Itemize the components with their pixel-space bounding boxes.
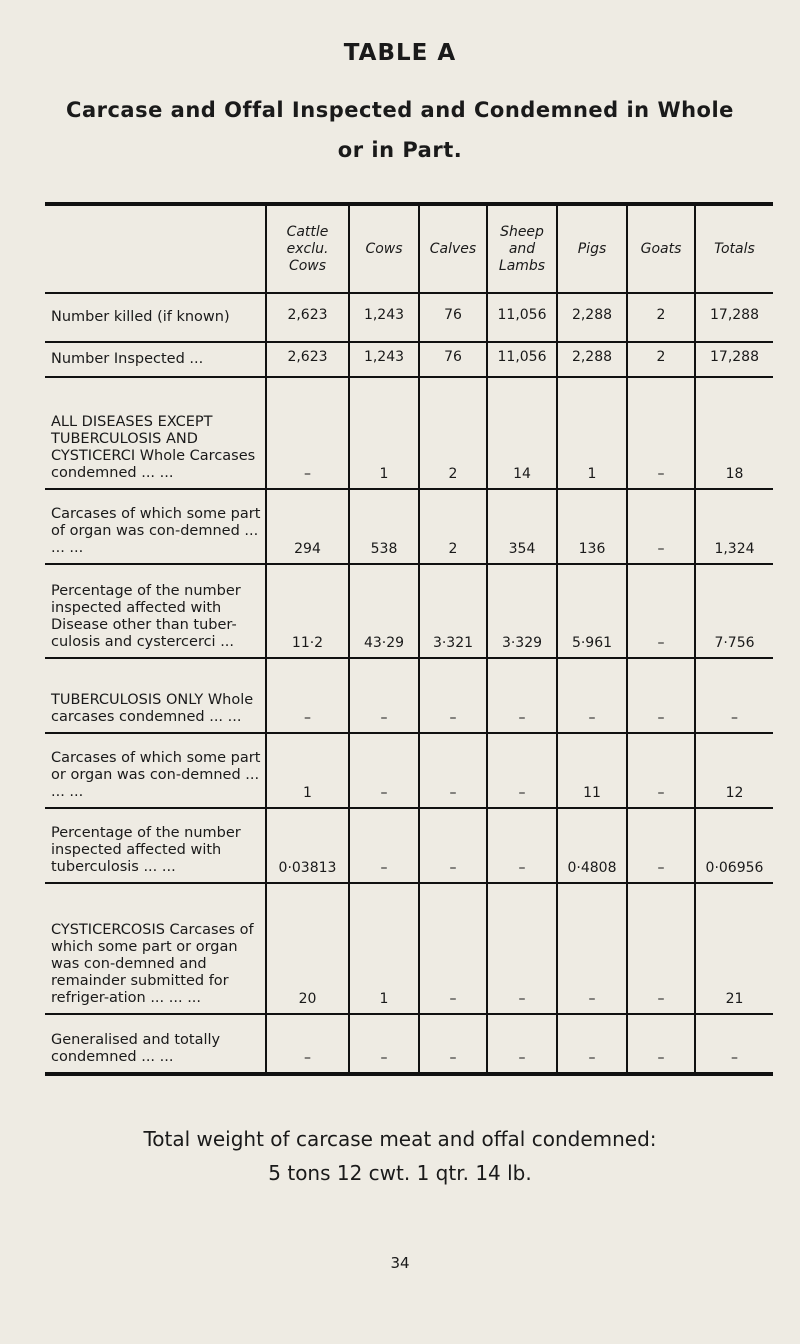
cell: – [266,377,349,489]
cell: – [627,883,695,1014]
cell: 76 [419,342,487,377]
cell: – [419,733,487,808]
col-header: Sheep and Lambs [487,204,557,293]
cell: 2,288 [557,293,627,342]
cell: – [557,658,627,733]
cell: 1,324 [695,489,773,564]
cell: – [487,883,557,1014]
cell: 17,288 [695,342,773,377]
cell: 2 [419,489,487,564]
cell: – [349,808,419,883]
footer-line-2: 5 tons 12 cwt. 1 qtr. 14 lb. [268,1161,532,1185]
cell: 11,056 [487,342,557,377]
table-row [45,489,773,564]
table-row [45,377,773,489]
cell: 11,056 [487,293,557,342]
cell: – [419,883,487,1014]
col-header: Calves [419,204,487,293]
cell: 18 [695,377,773,489]
cell: 14 [487,377,557,489]
cell: – [557,883,627,1014]
cell: 43·29 [349,564,419,658]
cell: – [419,658,487,733]
col-header: Pigs [557,204,627,293]
cell: 1,243 [349,293,419,342]
cell: 2,623 [266,342,349,377]
cell: 2 [627,293,695,342]
cell: 538 [349,489,419,564]
cell: – [266,658,349,733]
cell: 5·961 [557,564,627,658]
row-label: TUBERCULOSIS ONLY Whole carcases condemned ... ... [45,658,266,733]
cell: 0·06956 [695,808,773,883]
cell: – [487,733,557,808]
cell: – [627,808,695,883]
cell: – [627,658,695,733]
cell: 2 [419,377,487,489]
row-label: ALL DISEASES EXCEPT TUBERCULOSIS AND CYSTICERCI Whole Carcases condemned ... ... [45,377,266,489]
cell: – [627,377,695,489]
table-row [45,564,773,658]
row-label: Percentage of the number inspected affected with tuberculosis ... ... [45,808,266,883]
table-row [45,1014,773,1074]
cell: – [627,489,695,564]
cell: – [266,1014,349,1074]
cell: 136 [557,489,627,564]
cell: 354 [487,489,557,564]
table-row [45,733,773,808]
cell: – [695,658,773,733]
cell: 11 [557,733,627,808]
footer-line-1: Total weight of carcase meat and offal condemned: [143,1127,657,1151]
inspection-table [45,202,773,1076]
row-label: CYSTICERCOSIS Carcases of which some part or organ was con-demned and remainder submitted for refriger-ation ... ... ... [45,883,266,1014]
cell: 7·756 [695,564,773,658]
cell: 1 [349,883,419,1014]
cell: – [419,1014,487,1074]
cell: 0·4808 [557,808,627,883]
row-label: Number Inspected ... [45,342,266,377]
cell: 21 [695,883,773,1014]
col-header: Cattle exclu. Cows [266,204,349,293]
cell: – [627,564,695,658]
cell: – [349,733,419,808]
table-row [45,808,773,883]
col-header: Cows [349,204,419,293]
cell: – [695,1014,773,1074]
cell: 1 [349,377,419,489]
table-subtitle: Carcase and Offal Inspected and Condemned in Whole or in Part. [66,98,734,162]
header-blank [45,204,266,293]
footer-note [0,1122,800,1190]
cell: – [557,1014,627,1074]
cell: – [349,1014,419,1074]
cell: 3·329 [487,564,557,658]
cell: – [419,808,487,883]
row-label: Carcases of which some part of organ was con-demned ... ... ... [45,489,266,564]
cell: – [487,808,557,883]
col-header: Totals [695,204,773,293]
row-label: Number killed (if known) [45,293,266,342]
cell: 2,288 [557,342,627,377]
cell: – [627,733,695,808]
cell: 2 [627,342,695,377]
table-row [45,293,773,342]
cell: – [349,658,419,733]
cell: – [487,658,557,733]
row-label: Carcases of which some part or organ was con-demned ... ... ... [45,733,266,808]
cell: 294 [266,489,349,564]
cell: 1 [557,377,627,489]
table-row [45,342,773,377]
table-row [45,883,773,1014]
cell: 20 [266,883,349,1014]
cell: 76 [419,293,487,342]
page-number: 34 [390,1254,410,1272]
cell: 12 [695,733,773,808]
cell: 3·321 [419,564,487,658]
table-title: TABLE A [343,40,457,66]
table-row [45,658,773,733]
cell: 1 [266,733,349,808]
cell: – [487,1014,557,1074]
cell: 1,243 [349,342,419,377]
row-label: Percentage of the number inspected affected with Disease other than tuber-culosis and cystercerci ... [45,564,266,658]
cell: – [627,1014,695,1074]
col-header: Goats [627,204,695,293]
header-row [45,204,773,293]
row-label: Generalised and totally condemned ... ... [51,1032,221,1065]
cell: 0·03813 [266,808,349,883]
cell: 17,288 [695,293,773,342]
cell: 2,623 [266,293,349,342]
cell: 11·2 [266,564,349,658]
